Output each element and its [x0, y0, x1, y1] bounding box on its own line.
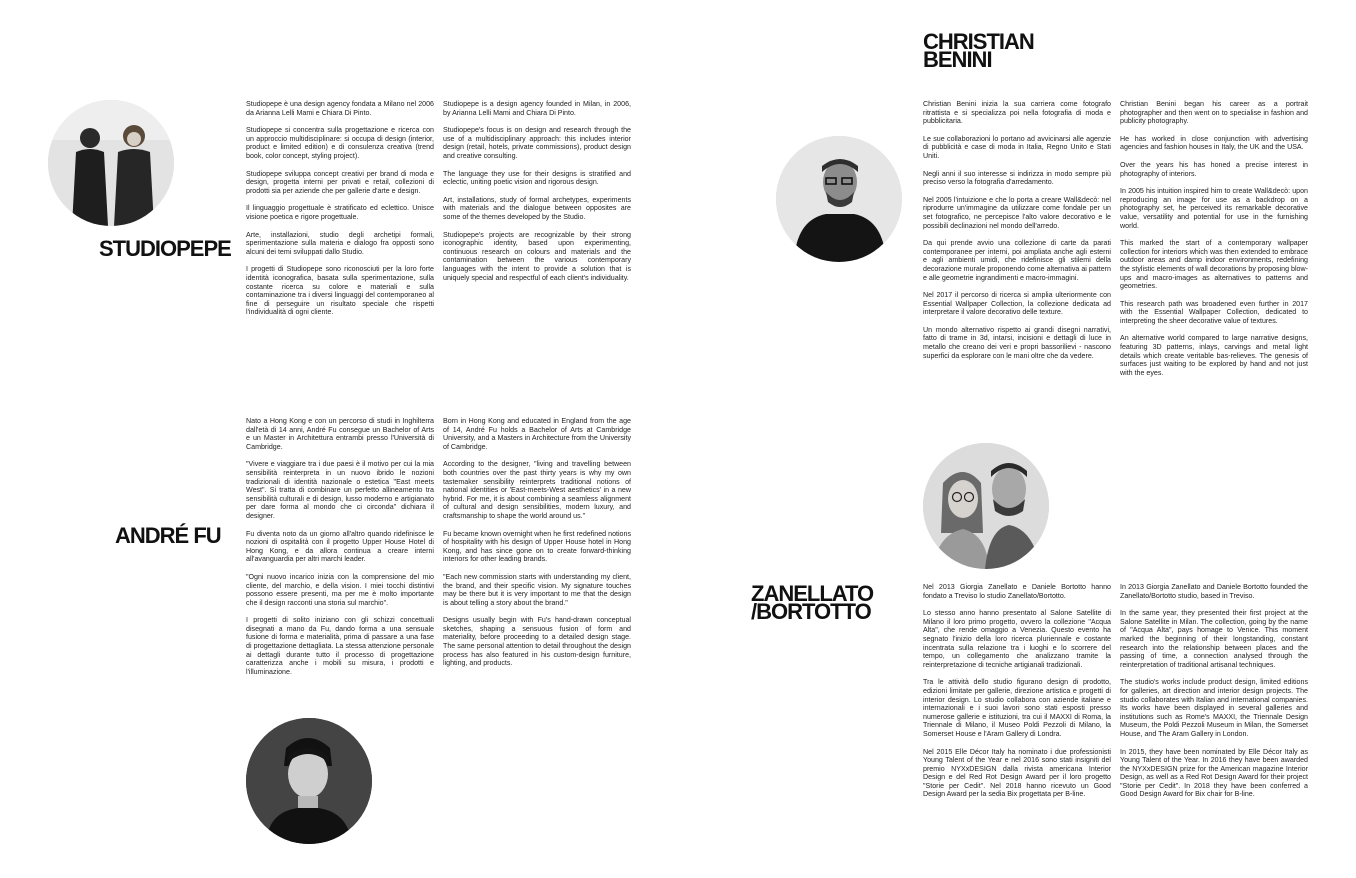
paragraph: He has worked in close conjunction with advertising agencies and fashion houses in Italy, the UK and the USA.: [1120, 134, 1308, 152]
paragraph: Studiopepe si concentra sulla progettazione e ricerca con un approccio multidisciplinare: si occupa di design (interior, product e limited edition) e di consulenza creativa (trend book, color concept, styling project).: [246, 126, 434, 160]
paragraph: Studiopepe è una design agency fondata a Milano nel 2006 da Arianna Lelli Mami e Chiara Di Pinto.: [246, 100, 434, 117]
christian-benini-english-text: [1120, 100, 1308, 386]
zanellato-bortotto-title-line2: /BORTOTTO: [751, 599, 871, 624]
paragraph: This marked the start of a contemporary wallpaper collection for interiors which was then extended to embrace outdoor areas and damp indoor environments, redefining the stylistic elements of wall decorations by proposing blow-ups and macro-images as alternatives to patterns and geometries.: [1120, 239, 1308, 291]
paragraph: The language they use for their designs is stratified and eclectic, uniting poetic vision and rigorous design.: [443, 169, 631, 187]
paragraph: Il linguaggio progettuale è stratificato ed eclettico. Unisce visione poetica e rigore progettuale.: [246, 204, 434, 221]
paragraph: Fu diventa noto da un giorno all'altro quando ridefinisce le nozioni di ospitalità con il progetto Upper House Hotel di Hong Kong, e da allora continua a creare interni all'avanguardia per altri marchi leader.: [246, 529, 434, 564]
paragraph: Over the years his has honed a precise interest in photography of interiors.: [1120, 160, 1308, 178]
paragraph: Da qui prende avvio una collezione di carte da parati contemporanee per interni, poi ampliata anche agli esterni e agli ambienti umidi, che ridefinisce gli stilemi della decorazione murale proponendo come alternativa ai pattern e alle geometrie ingrandimenti e macro-immagini.: [923, 239, 1111, 282]
paragraph: Le sue collaborazioni lo portano ad avvicinarsi alle agenzie di pubblicità e case di moda in Italia, Regno Unito e Stati Uniti.: [923, 134, 1111, 160]
paragraph: Christian Benini inizia la sua carriera come fotografo ritrattista e si specializza poi nella fotografia di moda e pubblicitaria.: [923, 100, 1111, 126]
paragraph: In the same year, they presented their first project at the Salone Satellite in Milan. The collection, going by the name of "Acqua Alta", pays homage to Venice. This moment marked the beginning of their longstanding, constant research into the relationship between places and the passing of time, a connection analysed through the reinterpretation of traditional artisanal techniques.: [1120, 609, 1308, 669]
paragraph: Fu became known overnight when he first redefined notions of hospitality with his design of Upper House hotel in Hong Kong, and has since gone on to create forward-thinking interiors for other leading brands.: [443, 529, 631, 564]
paragraph: Tra le attività dello studio figurano design di prodotto, edizioni limitate per gallerie, direzione artistica e progetti di interior design. Lo studio collabora con aziende italiane e internazionali e i suoi lavori sono stati esposti presso numerose gallerie e istituzioni, tra cui il MAXXI di Roma, la Triennale di Milano, il Museo Poldi Pezzoli di Milano, la Somerset House e l'Aram Gallery di Londra.: [923, 678, 1111, 738]
studiopepe-portrait-photo: [48, 100, 174, 226]
paragraph: According to the designer, "living and travelling between both countries over the past thirty years is why my own tastemaker sensibility reinterprets traditional notions of national identities or 'East-meets-West aesthetics' in a new hybrid. For me, it is about combining a seamless alignment of cultural and design sensibilities, modern luxury, and craftsmanship to shape the world around us.": [443, 460, 631, 520]
paragraph: Art, installations, study of formal archetypes, experiments with materials and the dialogue between opposites are some of the themes developed by the Studio.: [443, 195, 631, 221]
paragraph: Nato a Hong Kong e con un percorso di studi in Inghilterra dall'età di 14 anni, André Fu consegue un Bachelor of Arts e un Master in Architettura entrambi presso l'Università di Cambridge.: [246, 417, 434, 451]
paragraph: Studiopepe's projects are recognizable by their strong iconographic identity, based upon experimenting, continuous research on colours and materials and the contamination between the various contemporary languages with the intent to provide a solution that is uniquely special and respectful of each client's individuality.: [443, 230, 631, 282]
paragraph: Nel 2017 il percorso di ricerca si amplia ulteriormente con Essential Wallpaper Collection, la collezione dedicata ad interpretare il valore decorativo delle texture.: [923, 291, 1111, 317]
paragraph: Christian Benini began his career as a portrait photographer and then went on to specialise in fashion and publicity photography.: [1120, 100, 1308, 126]
paragraph: "Each new commission starts with understanding my client, the brand, and their specific vision. My signature touches may be there but it is very important to me that the design is about telling a story about the brand.": [443, 572, 631, 607]
andre-fu-title: ANDRÉ FU: [115, 523, 221, 548]
paragraph: "Vivere e viaggiare tra i due paesi è il motivo per cui la mia sensibilità reinterpreta in un nuovo ibrido le nozioni tradizionali di identità nazionale o estetica "East meets West". Si tratta di combinare un perfetto allineamento tra sensibilità culturali e di design, lusso moderno e artigianato per dare forma al mondo che ci circonda" dichiara il designer.: [246, 460, 434, 520]
zanellato-bortotto-title-line1: ZANELLATO: [751, 581, 874, 606]
paragraph: Arte, installazioni, studio degli archetipi formali, sperimentazione sulla materia e dialogo fra opposti sono alcuni dei temi sviluppati dallo Studio.: [246, 230, 434, 256]
zanellato-bortotto-portrait-photo: [923, 443, 1049, 569]
studiopepe-english-text: [443, 100, 631, 291]
paragraph: Born in Hong Kong and educated in England from the age of 14, André Fu holds a Bachelor of Arts at Cambridge University, and a Masters in Architecture from the University of Cambridge.: [443, 417, 631, 451]
andre-fu-portrait-photo: [246, 718, 372, 844]
christian-benini-italian-text: [923, 100, 1111, 369]
paragraph: Lo stesso anno hanno presentato al Salone Satellite di Milano il loro primo progetto, ovvero la collezione "Acqua Alta", che rende omaggio a Venezia. Questo evento ha segnato l'inizio della loro ricerca pluriennale e costante incentrata sulla relazione tra i luoghi e lo scorrere del tempo, un collegamento che analizzano tramite la reinterpretazione di tecniche artigianali tradizionali.: [923, 609, 1111, 669]
paragraph: Nel 2015 Elle Décor Italy ha nominato i due professionisti Young Talent of the Year e nel 2016 sono stati insigniti del premio NYXxDESIGN dalla rivista americana Interior Design e del Red Rot Design Award per il loro progetto "Storie per Cedit". Nel 2018 hanno ricevuto un Good Design Award per la sedia Bix progettata per B-line.: [923, 747, 1111, 799]
paragraph: I progetti di solito iniziano con gli schizzi concettuali disegnati a mano da Fu, dando forma a una sensuale fusione di forma e materialità, prima di passare a una fase di progettazione dettagliata. La stessa attenzione personale ai dettagli durante tutto il processo di progettazione caratterizza anche i mobili su misura, i prodotti e l'illuminazione.: [246, 616, 434, 676]
zanellato-bortotto-italian-text: [923, 583, 1111, 808]
paragraph: Studiopepe's focus is on design and research through the use of a multidisciplinary approach: this includes interior design (retail, hotels, private commissions), product design and creative consulting.: [443, 126, 631, 160]
paragraph: Negli anni il suo interesse si indirizza in modo sempre più preciso verso la fotografia d'arredamento.: [923, 169, 1111, 187]
andre-fu-italian-text: [246, 417, 434, 685]
paragraph: I progetti di Studiopepe sono riconosciuti per la loro forte identità iconografica, basata sulla sperimentazione, sulla costante ricerca su colore e materiali e sulla contaminazione tra i diversi linguaggi del contemporaneo al fine di perseguire un risultato speciale che rispetti l'individualità di ogni cliente.: [246, 265, 434, 317]
andre-fu-english-text: [443, 417, 631, 677]
paragraph: Designs usually begin with Fu's hand-drawn conceptual sketches, shaping a sensuous fusion of form and materiality, before proceeding to a detailed design stage. The same personal attention to detail throughout the design process has also featured in his custom-design furniture, lighting, and products.: [443, 616, 631, 668]
paragraph: Studiopepe sviluppa concept creativi per brand di moda e design, progetta interni per privati e retail, collezioni di prodotti sia per aziende che per gallerie d'arte e design.: [246, 169, 434, 195]
paragraph: The studio's works include product design, limited editions for galleries, art direction and interior design projects. The studio collaborates with Italian and international companies. Its works have been displayed in several galleries and institutions such as Rome's MAXXI, the Triennale Design Museum, the Poldi Pezzoli Museum in Milan, the Somerset House, and The Aram Gallery in London.: [1120, 678, 1308, 738]
paragraph: In 2013 Giorgia Zanellato and Daniele Bortotto founded the Zanellato/Bortotto studio, based in Treviso.: [1120, 583, 1308, 600]
paragraph: Studiopepe is a design agency founded in Milan, in 2006, by Arianna Lelli Mami and Chiara Di Pinto.: [443, 100, 631, 117]
christian-benini-title-line2: BENINI: [923, 47, 992, 72]
paragraph: Nel 2005 l'intuizione e che lo porta a creare Wall&decò: nel riprodurre un'immagine da utilizzare come fondale per un set fotografico, ne percepisce l'alto valore decorativo e le possibili declinazioni nel mondo dell'arredo.: [923, 195, 1111, 230]
paragraph: Un mondo alternativo rispetto ai grandi disegni narrativi, fatto di trame in 3d, intarsi, incisioni e dettagli di luce in metallo che creano dei veri e propri bassorilievi - nascono superfici da esplorare con le mani oltre che da vedere.: [923, 325, 1111, 360]
paragraph: In 2005 his intuition inspired him to create Wall&decò: upon reproducing an image for use as a backdrop on a photography set, he perceived its remarkable decorative value, versatility and potential for use in the furnishing world.: [1120, 187, 1308, 230]
paragraph: Nel 2013 Giorgia Zanellato e Daniele Bortotto hanno fondato a Treviso lo studio Zanellato/Bortotto.: [923, 583, 1111, 600]
paragraph: In 2015, they have been nominated by Elle Décor Italy as Young Talent of the Year. In 2016 they have been awarded the NYXxDESIGN prize for the American magazine Interior Design, as well as a Red Rot Design Award for their project "Storie per Cedit". In 2018 they have been conferred a Good Design Award for Bix chair for B-line.: [1120, 747, 1308, 799]
zanellato-bortotto-english-text: [1120, 583, 1308, 808]
christian-benini-portrait-photo: [776, 136, 902, 262]
paragraph: This research path was broadened even further in 2017 with the Essential Wallpaper Collection, dedicated to interpreting the sheer decorative value of textures.: [1120, 299, 1308, 325]
studiopepe-italian-text: [246, 100, 434, 326]
paragraph: "Ogni nuovo incarico inizia con la comprensione del mio cliente, del marchio, e della vision. I miei tocchi distintivi possono essere presenti, ma per me è molto importante che il design racconti una storia sul marchio".: [246, 572, 434, 607]
christian-benini-title-line1: CHRISTIAN: [923, 29, 1034, 54]
paragraph: An alternative world compared to large narrative designs, featuring 3D patterns, inlays, carvings and metal light details which create veritable bas-relieves. The genesis of surfaces just waiting to be explored by hand and not just with the eyes.: [1120, 334, 1308, 377]
studiopepe-title: STUDIOPEPE: [99, 236, 231, 261]
